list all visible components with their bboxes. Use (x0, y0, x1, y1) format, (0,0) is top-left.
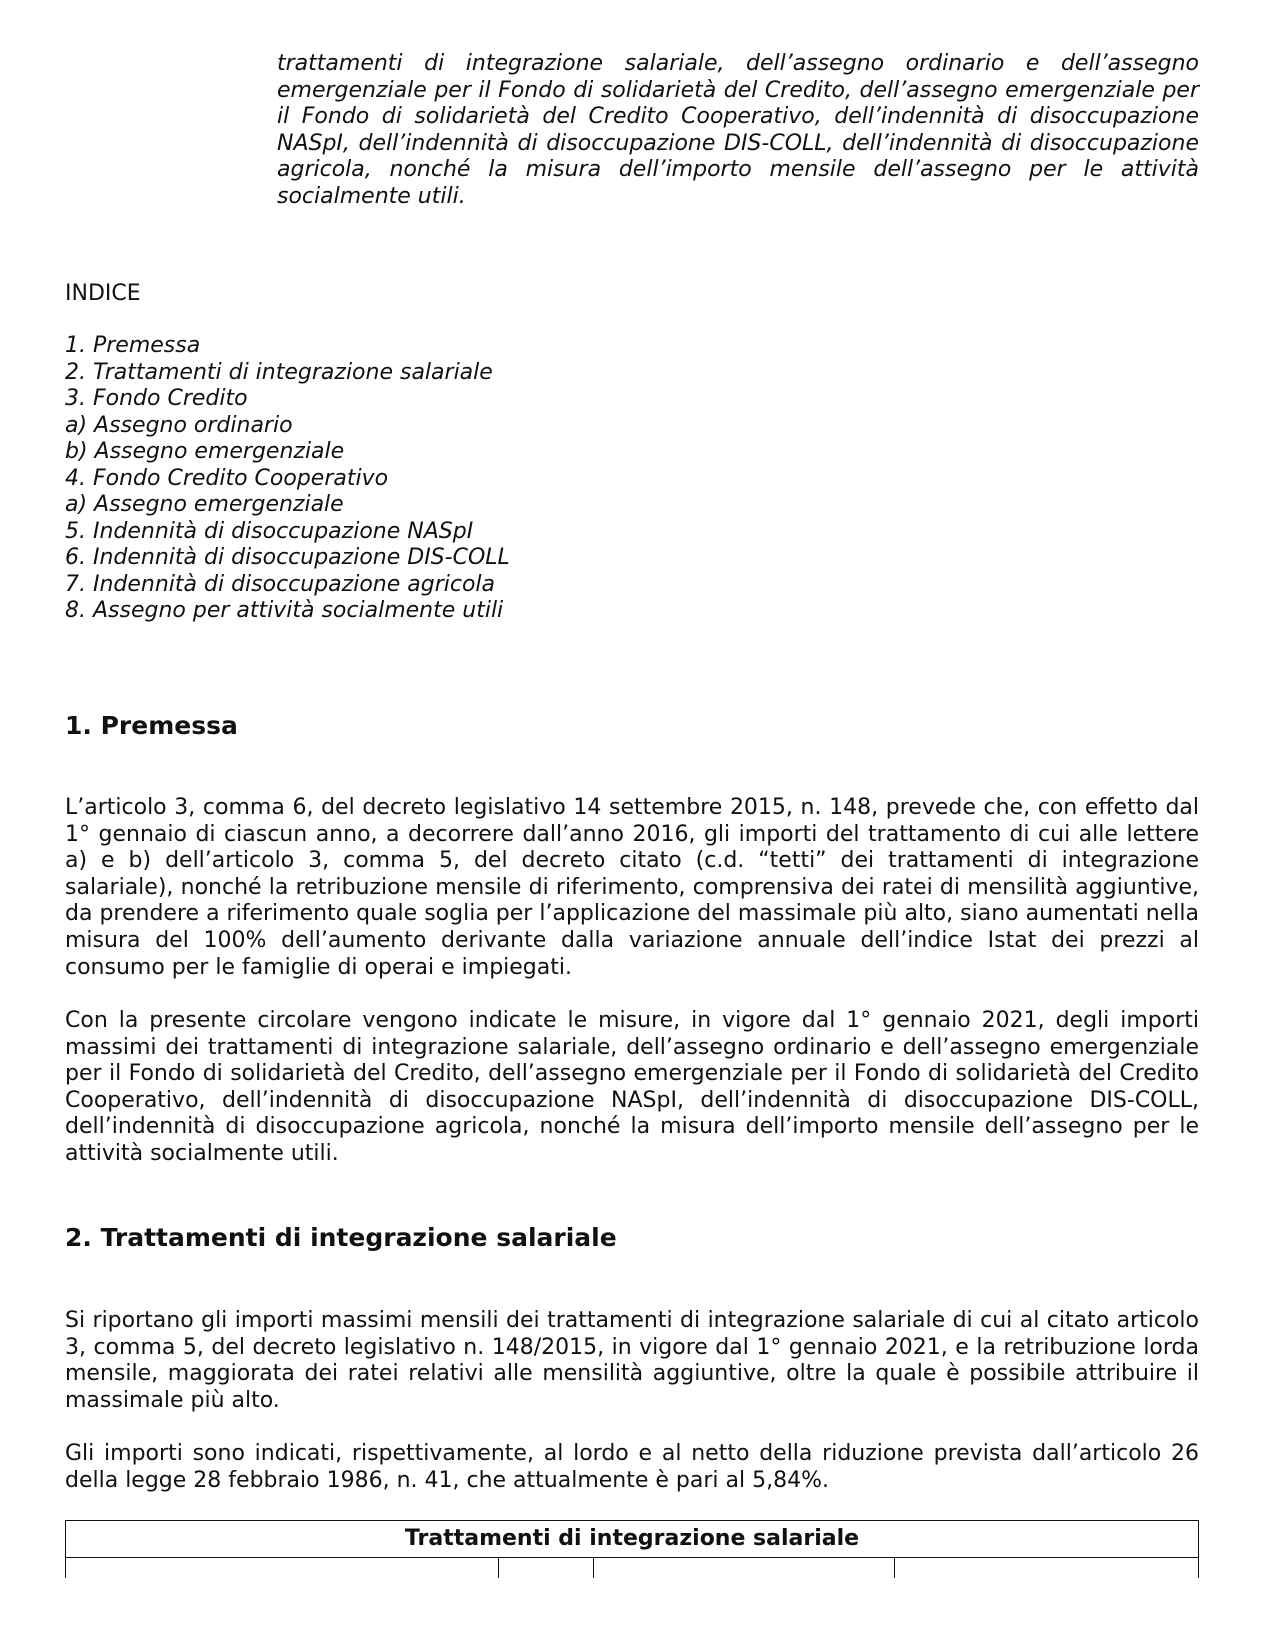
table-column-divider (498, 1558, 499, 1578)
index-item: b) Assegno emergenziale (65, 439, 345, 464)
index-item: 6. Indennità di disoccupazione DIS-COLL (65, 545, 510, 570)
index-item: 1. Premessa (65, 333, 201, 358)
index-item: 2. Trattamenti di integrazione salariale (65, 359, 493, 385)
table-column-divider (593, 1558, 594, 1578)
index-item: 4. Fondo Credito Cooperativo (65, 465, 389, 491)
table-title: Trattamenti di integrazione salariale (65, 1520, 1199, 1558)
table-column-divider (1198, 1558, 1199, 1578)
table-column-divider (894, 1558, 895, 1578)
index-item: 5. Indennità di disoccupazione NASpI (65, 518, 474, 544)
index-item: 3. Fondo Credito (65, 386, 248, 411)
section-heading-integrazione-salariale: 2. Trattamenti di integrazione salariale (65, 1223, 617, 1252)
section-heading-premessa: 1. Premessa (65, 711, 238, 740)
paragraph: Gli importi sono indicati, rispettivamente, al lordo e al netto della riduzione prevista dall’articolo 26 della legge 28 febbraio 1986, n. 41, che attualmente è pari al 5,84%. (65, 1441, 1199, 1493)
paragraph: Con la presente circolare vengono indicate le misure, in vigore dal 1° gennaio 2021, degli importi massimi dei trattamenti di integrazione salariale, dell’assegno ordinario e dell’assegno emergenziale per il Fondo di solidarietà del Credito, dell’assegno emergenziale per il Fondo di solidarietà del Credito Cooperativo, dell’indennità di disoccupazione NASpI, dell’indennità di disoccupazione DIS-COLL, dell’indennità di disoccupazione agricola, nonché la misura dell’importo mensile dell’assegno per le attività socialmente utili. (65, 1008, 1199, 1166)
table (65, 1520, 1199, 1650)
index-item: 7. Indennità di disoccupazione agricola (65, 571, 496, 597)
index-title: INDICE (65, 281, 141, 306)
paragraph: Si riportano gli importi massimi mensili dei trattamenti di integrazione salariale di cui al citato articolo 3, comma 5, del decreto legislativo n. 148/2015, in vigore dal 1° gennaio 2021, e la retribuzione lorda mensile, maggiorata dei ratei relativi alle mensilità aggiuntive, oltre la quale è possibile attribuire il massimale più alto. (65, 1308, 1199, 1413)
paragraph: L’articolo 3, comma 6, del decreto legislativo 14 settembre 2015, n. 148, prevede che, con effetto dal 1° gennaio di ciascun anno, a decorrere dall’anno 2016, gli importi del trattamento di cui alle lettere a) e b) dell’articolo 3, comma 5, del decreto citato (c.d. “tetti” dei trattamenti di integrazione salariale), nonché la retribuzione mensile di riferimento, comprensiva dei ratei di mensilità aggiuntive, da prendere a riferimento quale soglia per l’applicazione del massimale più alto, siano aumentati nella misura del 100% dell’aumento derivante dalla variazione annuale dell’indice Istat dei prezzi al consumo per le famiglie di operai e impiegati. (65, 795, 1199, 980)
subject-text: trattamenti di integrazione salariale, dell’assegno ordinario e dell’assegno emergenziale per il Fondo di solidarietà del Credito, dell’assegno emergenziale per il Fondo di solidarietà del Credito Cooperativo, dell’indennità di disoccupazione NASpI, dell’indennità di disoccupazione DIS-COLL, dell’indennità di disoccupazione agricola, nonché la misura dell’importo mensile dell’assegno per le attività socialmente utili. (277, 51, 1199, 209)
index-list (65, 333, 510, 625)
index-item: 8. Assegno per attività socialmente utili (65, 598, 504, 623)
index-item: a) Assegno emergenziale (65, 492, 344, 517)
index-item: a) Assegno ordinario (65, 412, 293, 438)
table-column-divider (65, 1558, 66, 1578)
